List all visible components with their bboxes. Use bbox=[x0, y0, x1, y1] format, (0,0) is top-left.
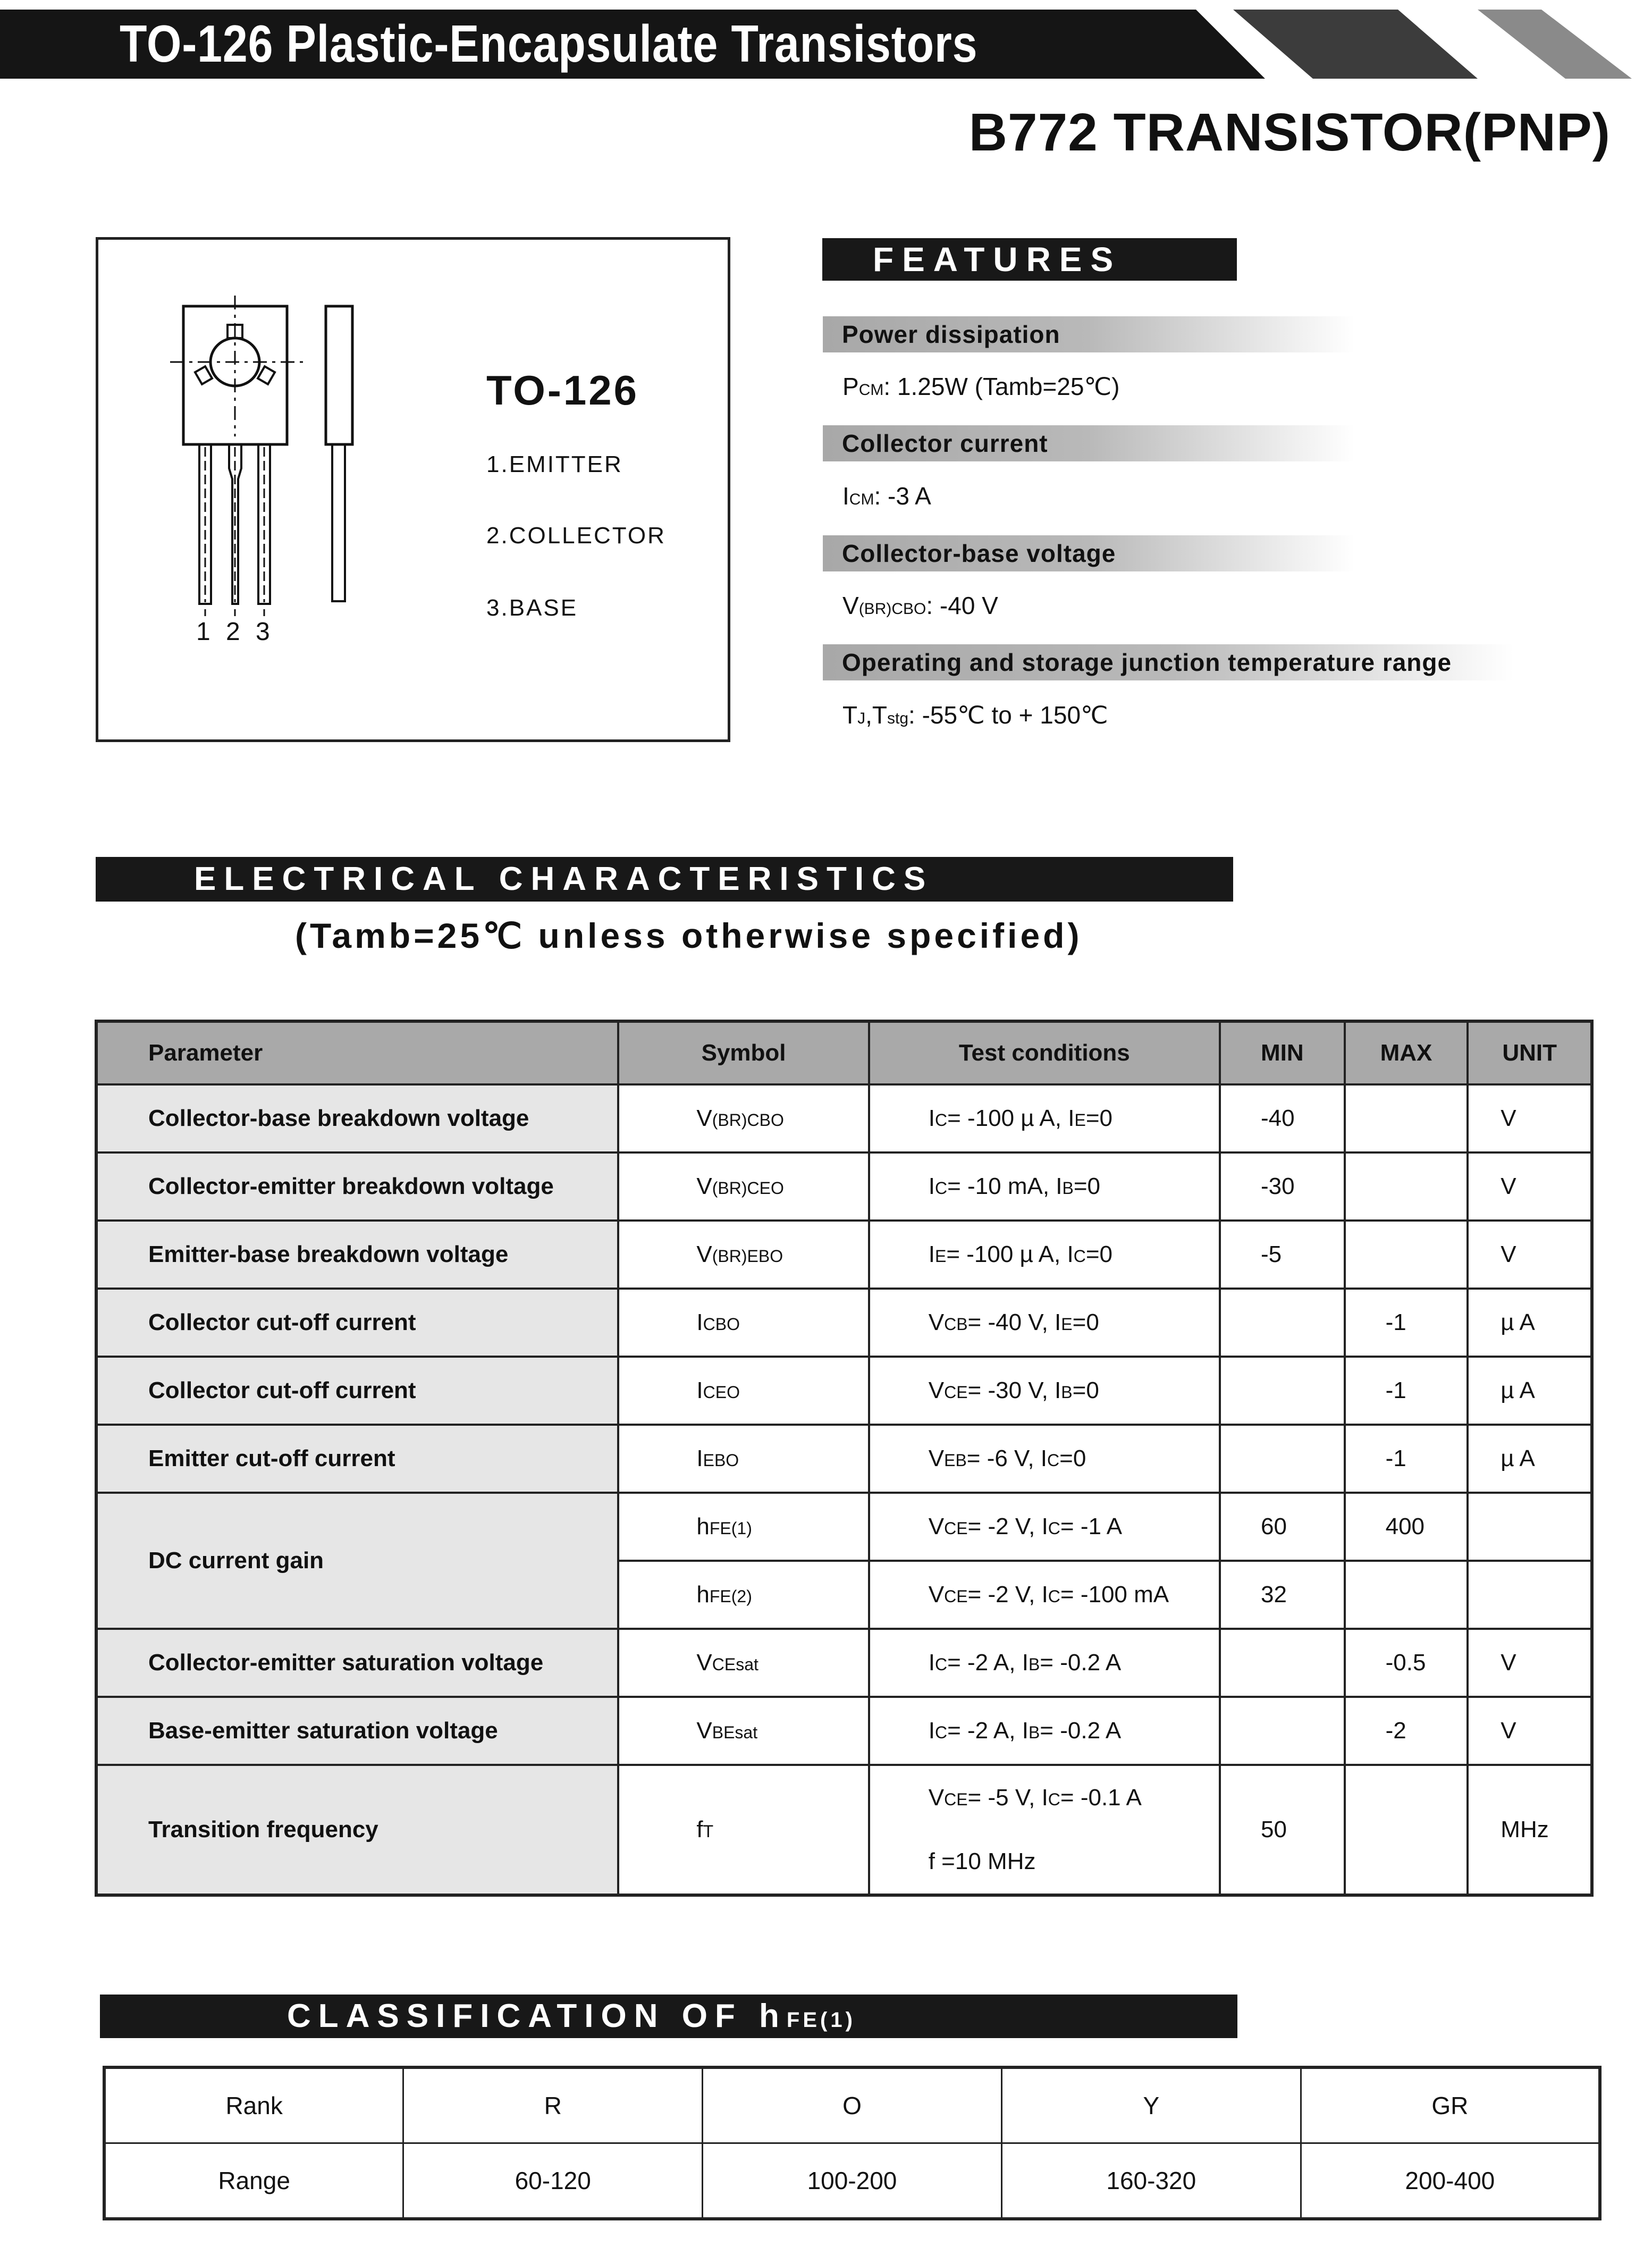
col-header-unit: UNIT bbox=[1468, 1021, 1592, 1084]
range-label: Range bbox=[104, 2143, 403, 2219]
col-header-parameter: Parameter bbox=[96, 1021, 618, 1084]
cell-max bbox=[1345, 1765, 1468, 1895]
cell-unit: V bbox=[1468, 1221, 1592, 1289]
table-row bbox=[96, 1152, 1592, 1221]
rank-label: Rank bbox=[104, 2067, 403, 2143]
cell-max: -2 bbox=[1345, 1697, 1468, 1765]
cell-parameter: Collector-base breakdown voltage bbox=[96, 1084, 618, 1152]
cell-max bbox=[1345, 1221, 1468, 1289]
cell-test-conditions: IC= -100 µ A, IE=0 bbox=[869, 1084, 1220, 1152]
rank-o: O bbox=[703, 2067, 1002, 2143]
cell-test-conditions: VEB= -6 V, IC=0 bbox=[869, 1425, 1220, 1493]
cell-symbol: VBEsat bbox=[618, 1697, 869, 1765]
cell-symbol: V(BR)CEO bbox=[618, 1152, 869, 1221]
to126-package-drawing bbox=[98, 240, 733, 745]
pin-number-1: 1 bbox=[196, 618, 210, 646]
cell-min: 50 bbox=[1220, 1765, 1345, 1895]
cell-test-conditions: VCB= -40 V, IE=0 bbox=[869, 1289, 1220, 1357]
cell-unit: MHz bbox=[1468, 1765, 1592, 1895]
feature-heading-temperature: Operating and storage junction temperature range bbox=[823, 644, 1514, 680]
package-name: TO-126 bbox=[486, 367, 639, 414]
col-header-symbol: Symbol bbox=[618, 1021, 869, 1084]
cell-unit: µ A bbox=[1468, 1357, 1592, 1425]
cell-parameter: Emitter-base breakdown voltage bbox=[96, 1221, 618, 1289]
cell-symbol: hFE(1) bbox=[618, 1493, 869, 1561]
package-outline-box bbox=[96, 237, 730, 742]
cell-symbol: VCEsat bbox=[618, 1629, 869, 1697]
cell-unit: µ A bbox=[1468, 1289, 1592, 1357]
cell-unit: V bbox=[1468, 1152, 1592, 1221]
banner-title: TO-126 Plastic-Encapsulate Transistors bbox=[120, 14, 978, 73]
cell-test-conditions: IC= -10 mA, IB=0 bbox=[869, 1152, 1220, 1221]
range-r: 60-120 bbox=[403, 2143, 703, 2219]
cell-parameter: Base-emitter saturation voltage bbox=[96, 1697, 618, 1765]
cell-min bbox=[1220, 1289, 1345, 1357]
cell-test-conditions: VCE= -5 V, IC= -0.1 A f =10 MHz bbox=[869, 1765, 1220, 1895]
cell-unit: V bbox=[1468, 1084, 1592, 1152]
rank-gr: GR bbox=[1301, 2067, 1600, 2143]
cell-max: -1 bbox=[1345, 1357, 1468, 1425]
hfe-classification-table bbox=[103, 2066, 1602, 2220]
electrical-characteristics-header: ELECTRICAL CHARACTERISTICS bbox=[96, 857, 1233, 902]
cell-unit bbox=[1468, 1561, 1592, 1629]
cell-parameter: DC current gain bbox=[96, 1493, 618, 1629]
lead-side bbox=[332, 444, 345, 601]
rank-r: R bbox=[403, 2067, 703, 2143]
cell-test-conditions: IE= -100 µ A, IC=0 bbox=[869, 1221, 1220, 1289]
part-title: B772 TRANSISTOR(PNP) bbox=[968, 103, 1611, 162]
cell-parameter: Transition frequency bbox=[96, 1765, 618, 1895]
cell-parameter: Emitter cut-off current bbox=[96, 1425, 618, 1493]
table-row bbox=[96, 1221, 1592, 1289]
cell-unit: µ A bbox=[1468, 1425, 1592, 1493]
cell-max: -1 bbox=[1345, 1425, 1468, 1493]
rank-row bbox=[104, 2067, 1600, 2143]
cell-symbol: hFE(2) bbox=[618, 1561, 869, 1629]
cell-max: -1 bbox=[1345, 1289, 1468, 1357]
range-gr: 200-400 bbox=[1301, 2143, 1600, 2219]
cell-max bbox=[1345, 1152, 1468, 1221]
cell-max: 400 bbox=[1345, 1493, 1468, 1561]
cell-min bbox=[1220, 1357, 1345, 1425]
cell-min: 60 bbox=[1220, 1493, 1345, 1561]
feature-heading-current: Collector current bbox=[823, 425, 1354, 461]
cell-parameter: Collector cut-off current bbox=[96, 1289, 618, 1357]
col-header-min: MIN bbox=[1220, 1021, 1345, 1084]
table-row bbox=[96, 1289, 1592, 1357]
cell-unit bbox=[1468, 1493, 1592, 1561]
cell-max bbox=[1345, 1084, 1468, 1152]
feature-heading-power: Power dissipation bbox=[823, 316, 1354, 352]
pin-label-emitter: 1.EMITTER bbox=[486, 451, 623, 477]
cell-symbol: IEBO bbox=[618, 1425, 869, 1493]
cell-min: -30 bbox=[1220, 1152, 1345, 1221]
cell-min: 32 bbox=[1220, 1561, 1345, 1629]
table-row bbox=[96, 1697, 1592, 1765]
feature-value-cb-voltage: V(BR)CBO: -40 V bbox=[842, 592, 998, 619]
pin-label-collector: 2.COLLECTOR bbox=[486, 523, 666, 549]
range-row bbox=[104, 2143, 1600, 2219]
banner-stripe-dark bbox=[1233, 10, 1478, 79]
table-row bbox=[96, 1765, 1592, 1895]
cell-parameter: Collector cut-off current bbox=[96, 1357, 618, 1425]
cell-symbol: V(BR)EBO bbox=[618, 1221, 869, 1289]
table-row bbox=[96, 1084, 1592, 1152]
feature-value-temperature: TJ,Tstg: -55℃ to + 150℃ bbox=[842, 701, 1108, 729]
electrical-subtitle: (Tamb=25℃ unless otherwise specified) bbox=[295, 916, 1083, 955]
cell-max bbox=[1345, 1561, 1468, 1629]
cell-symbol: ICBO bbox=[618, 1289, 869, 1357]
table-row bbox=[96, 1629, 1592, 1697]
feature-value-power: PCM: 1.25W (Tamb=25℃) bbox=[842, 373, 1120, 400]
cell-test-conditions: VCE= -2 V, IC= -1 A bbox=[869, 1493, 1220, 1561]
features-header: FEATURES bbox=[822, 238, 1237, 281]
table-row bbox=[96, 1493, 1592, 1561]
feature-heading-cb-voltage: Collector-base voltage bbox=[823, 535, 1354, 571]
cell-test-conditions: IC= -2 A, IB= -0.2 A bbox=[869, 1697, 1220, 1765]
range-y: 160-320 bbox=[1001, 2143, 1301, 2219]
pin-number-2: 2 bbox=[226, 618, 240, 646]
col-header-max: MAX bbox=[1345, 1021, 1468, 1084]
cell-symbol: V(BR)CBO bbox=[618, 1084, 869, 1152]
cell-min: -40 bbox=[1220, 1084, 1345, 1152]
cell-min: -5 bbox=[1220, 1221, 1345, 1289]
cell-min bbox=[1220, 1697, 1345, 1765]
cell-test-conditions: IC= -2 A, IB= -0.2 A bbox=[869, 1629, 1220, 1697]
rank-y: Y bbox=[1001, 2067, 1301, 2143]
cell-unit: V bbox=[1468, 1697, 1592, 1765]
cell-test-conditions: VCE= -2 V, IC= -100 mA bbox=[869, 1561, 1220, 1629]
table-header-row bbox=[96, 1021, 1592, 1084]
banner-stripe-light bbox=[1478, 10, 1648, 79]
feature-value-current: ICM: -3 A bbox=[842, 482, 931, 510]
classification-header: CLASSIFICATION OF hFE(1) bbox=[100, 1995, 1237, 2038]
pin-number-3: 3 bbox=[256, 618, 270, 646]
cell-min bbox=[1220, 1629, 1345, 1697]
package-body-side bbox=[326, 306, 352, 444]
cell-symbol: fT bbox=[618, 1765, 869, 1895]
cell-test-conditions: VCE= -30 V, IB=0 bbox=[869, 1357, 1220, 1425]
cell-parameter: Collector-emitter breakdown voltage bbox=[96, 1152, 618, 1221]
cell-symbol: ICEO bbox=[618, 1357, 869, 1425]
cell-min bbox=[1220, 1425, 1345, 1493]
col-header-test-conditions: Test conditions bbox=[869, 1021, 1220, 1084]
cell-unit: V bbox=[1468, 1629, 1592, 1697]
cell-max: -0.5 bbox=[1345, 1629, 1468, 1697]
cell-parameter: Collector-emitter saturation voltage bbox=[96, 1629, 618, 1697]
electrical-characteristics-table bbox=[95, 1020, 1594, 1897]
table-row bbox=[96, 1357, 1592, 1425]
range-o: 100-200 bbox=[703, 2143, 1002, 2219]
pin-label-base: 3.BASE bbox=[486, 595, 578, 621]
table-row bbox=[96, 1425, 1592, 1493]
